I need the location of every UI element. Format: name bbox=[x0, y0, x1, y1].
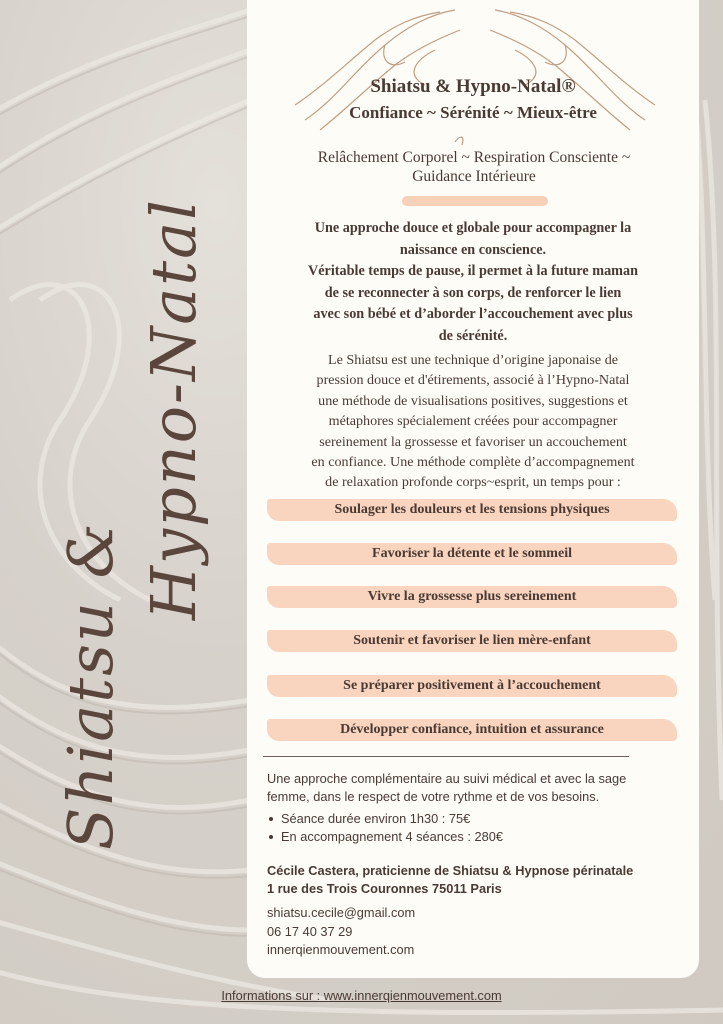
footer-info-link[interactable]: Informations sur : www.innerqienmouvement.com bbox=[221, 988, 502, 1003]
intro-body-text bbox=[263, 350, 683, 493]
contact-email[interactable]: shiatsu.cecile@gmail.com bbox=[267, 905, 416, 920]
intro-bold-text bbox=[261, 218, 685, 347]
price-item: En accompagnement 4 séances : 280€ bbox=[267, 828, 687, 846]
intro-bold-line: de se reconnecter à son corps, de renforcer le lien bbox=[324, 284, 622, 301]
intro-body-line: Le Shiatsu est une technique d’origine japonaise de bbox=[327, 352, 618, 368]
intro-body-line: de relaxation profonde corps~esprit, un temps pour : bbox=[325, 474, 621, 491]
content-card bbox=[247, 0, 699, 978]
price-item: Séance durée environ 1h30 : 75€ bbox=[267, 810, 687, 828]
benefit-item bbox=[267, 497, 677, 523]
vertical-title bbox=[20, 60, 210, 880]
benefit-label: Se préparer positivement à l’accouchement bbox=[343, 678, 601, 693]
practitioner-info bbox=[267, 862, 687, 898]
benefit-label: Développer confiance, intuition et assurance bbox=[340, 722, 604, 737]
intro-body-line: sereinement la grossesse et favoriser un accouchement bbox=[319, 433, 627, 450]
vertical-title-svg bbox=[20, 60, 210, 880]
intro-bold-line: naissance en conscience. bbox=[399, 241, 547, 258]
benefit-label: Soutenir et favoriser le lien mère-enfant bbox=[353, 633, 591, 648]
intro-bold-line: Véritable temps de pause, il permet à la future maman bbox=[308, 263, 638, 279]
benefit-item bbox=[267, 628, 677, 654]
keywords-line-2: Guidance Intérieure bbox=[412, 168, 536, 185]
benefit-label: Favoriser la détente et le sommeil bbox=[372, 546, 572, 561]
complement-line-1: Une approche complémentaire au suivi médical et avec la sage bbox=[267, 771, 627, 786]
benefit-label: Soulager les douleurs et les tensions physiques bbox=[334, 502, 610, 517]
complement-text bbox=[267, 770, 687, 806]
benefit-label: Vivre la grossesse plus sereinement bbox=[367, 589, 577, 604]
section-divider bbox=[263, 756, 629, 757]
intro-body-line: pression douce et d'étirements, associé à l’Hypno-Natal bbox=[316, 372, 630, 389]
vertical-title-line1: Shiatsu & bbox=[54, 521, 127, 850]
benefit-item bbox=[267, 673, 677, 699]
price-list bbox=[267, 810, 687, 846]
contact-info bbox=[267, 904, 687, 960]
keywords-line-1: Relâchement Corporel ~ Respiration Consciente ~ bbox=[317, 149, 631, 166]
practitioner-name: Cécile Castera, praticienne de Shiatsu & Hypnose périnatale bbox=[267, 863, 634, 878]
keywords bbox=[259, 148, 689, 186]
main-title: Shiatsu & Hypno-Natal® bbox=[370, 76, 576, 97]
hands-line-art-icon bbox=[265, 0, 685, 150]
contact-phone[interactable]: 06 17 40 37 29 bbox=[267, 923, 353, 939]
accent-brush-stroke bbox=[402, 196, 548, 206]
subtitle: Confiance ~ Sérénité ~ Mieux-être bbox=[349, 103, 597, 122]
intro-bold-line: avec son bébé et d’aborder l’accouchement avec plus bbox=[313, 306, 633, 322]
intro-bold-line: Une approche douce et globale pour accompagner la bbox=[314, 220, 632, 236]
complement-line-2: femme, dans le respect de votre rythme et de vos besoins. bbox=[267, 789, 600, 804]
intro-body-line: une méthode de visualisations positives, suggestions et bbox=[318, 392, 628, 409]
vertical-title-line2: Hypno-Natal bbox=[137, 198, 210, 620]
benefit-item bbox=[267, 717, 677, 743]
practitioner-address: 1 rue des Trois Couronnes 75011 Paris bbox=[267, 881, 502, 896]
benefit-item bbox=[267, 584, 677, 610]
benefit-item bbox=[267, 541, 677, 567]
intro-body-line: en confiance. Une méthode complète d’accompagnement bbox=[311, 454, 635, 471]
intro-body-line: métaphores spécialement créées pour accompagner bbox=[328, 413, 618, 430]
contact-website[interactable]: innerqienmouvement.com bbox=[267, 942, 415, 957]
intro-bold-line: de sérénité. bbox=[438, 327, 508, 344]
